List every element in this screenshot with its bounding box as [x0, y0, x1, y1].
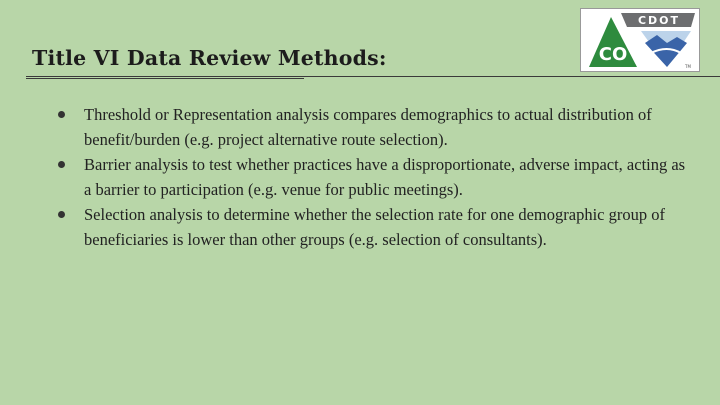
- title-underline: [26, 78, 304, 79]
- cdot-logo: [580, 8, 700, 72]
- cdot-logo-graphic: [581, 9, 699, 71]
- bullet-list: [56, 102, 686, 252]
- bullet-item: [56, 102, 686, 152]
- title-divider: [26, 76, 720, 77]
- logo-trademark: TM: [685, 64, 691, 69]
- bullet-text: Threshold or Representation analysis compares demographics to actual distribution of benefit/burden (e.g. project alternative route selection).: [84, 105, 652, 149]
- bullet-dot-icon: [58, 211, 65, 218]
- bullet-dot-icon: [58, 111, 65, 118]
- bullet-item: [56, 202, 686, 252]
- bullet-text: Selection analysis to determine whether the selection rate for one demographic group of beneficiaries is lower than other groups (e.g. selection of consultants).: [84, 205, 665, 249]
- logo-wordmark: CDOT: [637, 14, 681, 27]
- slide-title: Title VI Data Review Methods:: [32, 46, 387, 70]
- logo-state-abbr: CO: [598, 44, 628, 65]
- bullet-text: Barrier analysis to test whether practices have a disproportionate, adverse impact, acting as a barrier to participation (e.g. venue for public meetings).: [84, 155, 686, 199]
- bullet-item: [56, 152, 686, 202]
- bullet-dot-icon: [58, 161, 65, 168]
